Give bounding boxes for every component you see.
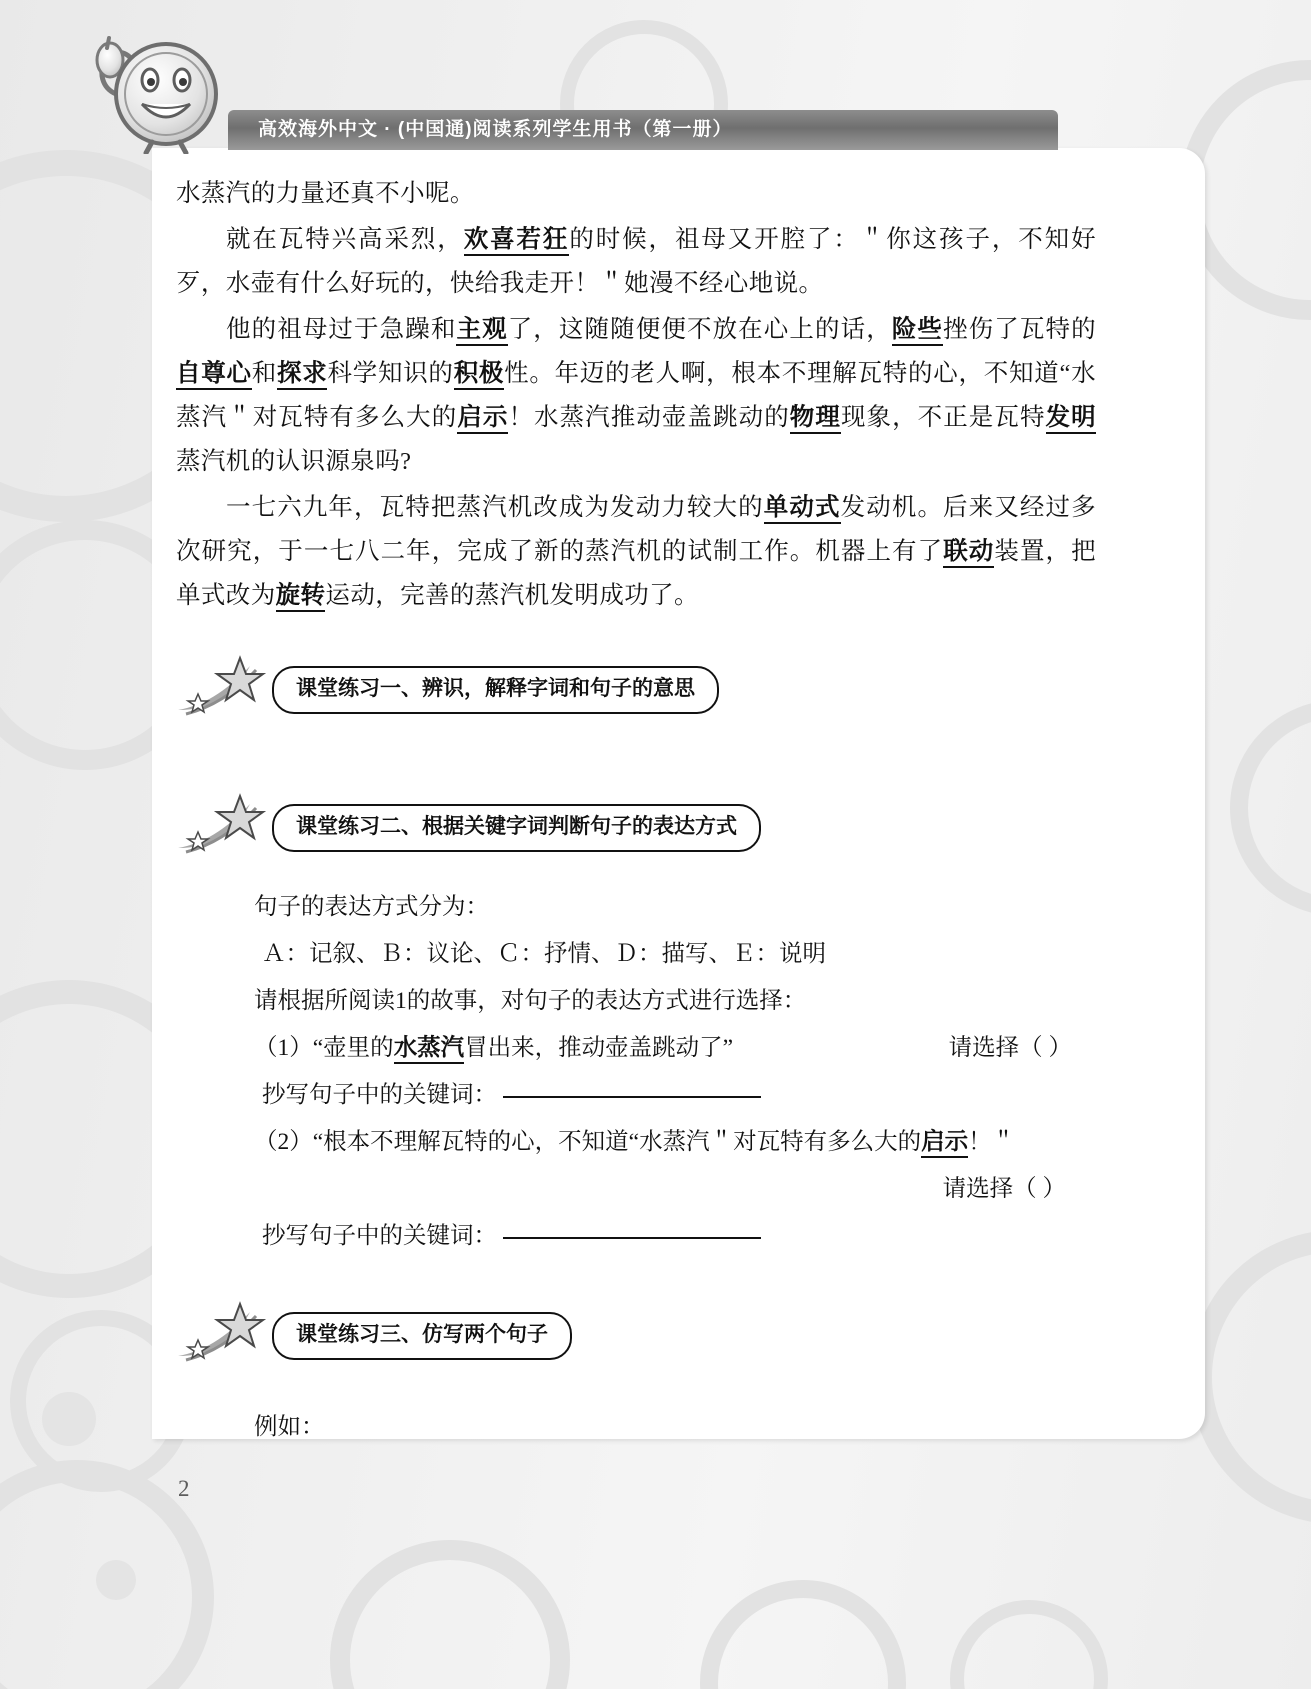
exercise-title-1: 课堂练习一、辨识，解释字词和句子的意思 — [272, 666, 719, 714]
decor-disc — [42, 1392, 96, 1446]
text-run: 科学知识的 — [327, 360, 454, 387]
exercise-title-2: 课堂练习二、根据关键字词判断句子的表达方式 — [272, 804, 761, 852]
ex3-example-label: 例如： — [254, 1414, 325, 1440]
text-run: 运动，完善的蒸汽机发明成功了。 — [325, 582, 699, 609]
page-header-title: 高效海外中文 · (中国通)阅读系列学生用书（第一册） — [228, 110, 1058, 150]
keyword-blank-field[interactable] — [503, 1095, 761, 1098]
emphasis-word: 积极 — [454, 360, 504, 390]
ex2-q2-keyword-row — [254, 1213, 1096, 1260]
keyword-label: 抄写句子中的关键词： — [262, 1082, 497, 1108]
document-body — [176, 172, 1096, 1451]
text-run: 了，这随随便便不放在心上的话， — [507, 316, 892, 343]
paragraph-4 — [176, 486, 1096, 618]
exercise-banner-1 — [176, 666, 1096, 720]
ex2-q1-choice[interactable]: 请选择（ ） — [948, 1035, 1072, 1061]
ex2-q2-choice-row — [254, 1166, 1096, 1213]
emphasis-word: 启示 — [921, 1129, 968, 1158]
exercise-banner-2 — [176, 804, 1096, 858]
ex2-q2-choice[interactable]: 请选择（ ） — [942, 1176, 1066, 1202]
emphasis-word: 主观 — [456, 316, 507, 346]
decor-disc — [96, 1560, 136, 1600]
text-run: 一七六九年，瓦特把蒸汽机改成为发动力较大的 — [226, 494, 764, 521]
ex2-instruction: 请根据所阅读1的故事，对句子的表达方式进行选择： — [254, 988, 807, 1014]
text-run: 挫伤了瓦特的 — [943, 316, 1096, 343]
text-run: 和 — [251, 360, 277, 387]
paragraph-1 — [176, 172, 1096, 216]
exercise-2-content — [254, 884, 1096, 1260]
emphasis-word: 旋转 — [276, 582, 326, 612]
text-run: 装置，把单式改为 — [176, 538, 1096, 609]
text-run: 性。年迈的老人啊，根本不理解瓦特的心，不知道“水蒸汽＂对瓦特有多么大的 — [176, 360, 1096, 431]
mascot-icon — [86, 32, 221, 154]
text-run: ！水蒸汽推动壶盖跳动的 — [508, 404, 790, 431]
comet-star-icon — [176, 1300, 286, 1364]
emphasis-word: 水蒸汽 — [394, 1035, 465, 1064]
ex2-question-2 — [254, 1119, 1096, 1166]
text-run: 蒸汽机的认识源泉吗? — [176, 448, 412, 475]
emphasis-word: 欢喜若狂 — [464, 226, 570, 256]
paragraph-2 — [176, 218, 1096, 306]
emphasis-word: 发明 — [1046, 404, 1096, 434]
emphasis-word: 单动式 — [764, 494, 841, 524]
text-run: 现象，不正是瓦特 — [840, 404, 1046, 431]
emphasis-word: 联动 — [943, 538, 994, 568]
text-run: 冒出来，推动壶盖跳动了” — [464, 1035, 734, 1061]
keyword-label: 抄写句子中的关键词： — [262, 1223, 497, 1249]
emphasis-word: 启示 — [457, 404, 508, 434]
ex2-intro: 句子的表达方式分为： — [254, 894, 489, 920]
text-run: （1）“壶里的 — [254, 1035, 394, 1061]
text-run: 水蒸汽的力量还真不小呢。 — [176, 180, 475, 207]
text-run: 发动机。后来又经过多次研究，于一七八二年，完成了新的蒸汽机的试制工作。机器上有了 — [176, 494, 1097, 565]
ex2-question-1 — [254, 1025, 1096, 1072]
emphasis-word: 险些 — [892, 316, 943, 346]
exercise-banner-3 — [176, 1312, 1096, 1366]
ex2-q1-keyword-row — [254, 1072, 1096, 1119]
ex2-options: Ａ：记叙、Ｂ：议论、Ｃ：抒情、Ｄ：描写、Ｅ：说明 — [262, 941, 826, 967]
keyword-blank-field[interactable] — [503, 1236, 761, 1239]
page-number: 2 — [178, 1476, 190, 1501]
exercise-3-content — [254, 1404, 1096, 1451]
emphasis-word: 探求 — [277, 360, 327, 390]
text-run: （2）“根本不理解瓦特的心，不知道“水蒸汽＂对瓦特有多么大的 — [254, 1129, 922, 1155]
text-run: ！＂ — [968, 1129, 1016, 1155]
text-run: 就在瓦特兴高采烈， — [226, 226, 464, 253]
text-run: 他的祖母过于急躁和 — [226, 316, 457, 343]
emphasis-word: 自尊心 — [176, 360, 252, 390]
comet-star-icon — [176, 654, 286, 718]
paragraph-3 — [176, 308, 1096, 484]
emphasis-word: 物理 — [790, 404, 841, 434]
text-run: 的时候，祖母又开腔了：＂你这孩子，不知好歹，水壶有什么好玩的，快给我走开！＂她漫不经心地说。 — [176, 226, 1096, 297]
exercise-title-3: 课堂练习三、仿写两个句子 — [272, 1312, 572, 1360]
comet-star-icon — [176, 792, 286, 856]
